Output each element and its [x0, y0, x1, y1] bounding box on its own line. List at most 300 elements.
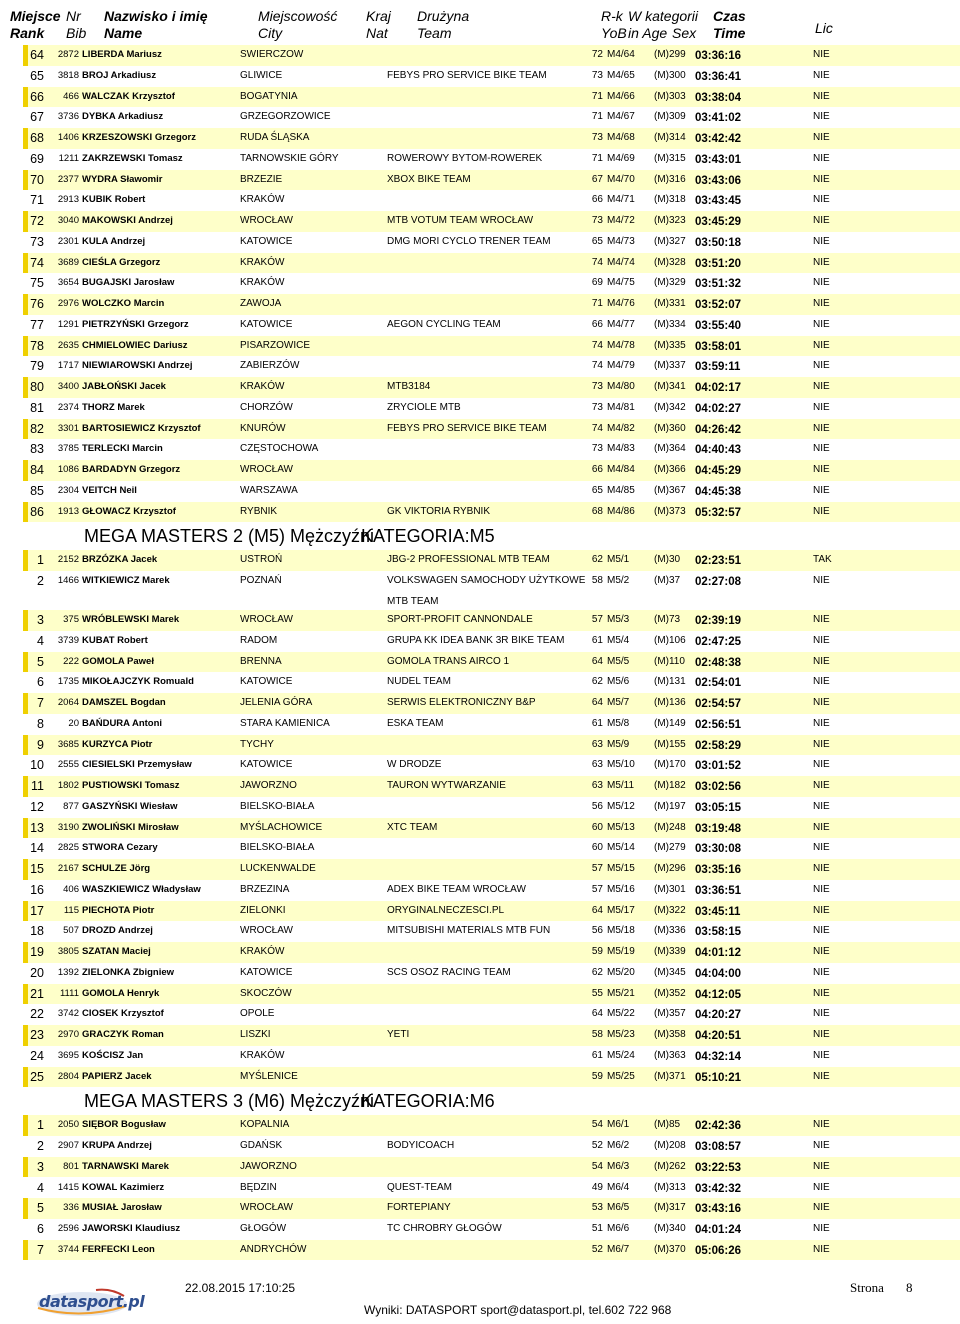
bib-cell: 3301: [57, 422, 79, 434]
rank-cell: 2: [37, 574, 44, 588]
category-cell: M6/2: [607, 1140, 630, 1151]
category-cell: M5/3: [607, 614, 630, 625]
section-title-text: MEGA MASTERS 3 (M6) Mężczyźni: [84, 1091, 375, 1112]
time-cell: 02:47:25: [695, 635, 742, 648]
rank-cell: 3: [37, 613, 44, 627]
age-rank-cell: (M)136: [654, 697, 686, 708]
time-cell: 04:45:38: [695, 485, 742, 498]
name-cell: PAPIERZ Jacek: [82, 1070, 152, 1082]
name-cell: GOMOLA Paweł: [82, 655, 154, 667]
header-team-en: Team: [417, 25, 452, 41]
bib-cell: 3785: [57, 443, 79, 455]
rank-cell: 75: [30, 276, 44, 291]
team-cell: ADEX BIKE TEAM WROCŁAW: [387, 883, 526, 895]
license-cell: NIE: [813, 194, 830, 206]
city-cell: KRAKÓW: [240, 256, 285, 268]
time-cell: 03:41:02: [695, 112, 742, 125]
yob-cell: 65: [591, 484, 603, 496]
time-cell: 05:10:21: [695, 1071, 742, 1084]
license-cell: NIE: [813, 904, 830, 916]
license-cell: NIE: [813, 90, 830, 102]
yob-cell: 66: [591, 464, 603, 475]
time-cell: 03:35:16: [695, 864, 742, 876]
team-cell: AEGON CYCLING TEAM: [387, 318, 501, 330]
time-cell: 03:36:16: [695, 50, 742, 62]
category-cell: M5/14: [607, 842, 635, 854]
rank-cell: 19: [30, 945, 44, 959]
bib-cell: 3736: [57, 111, 79, 123]
name-cell: KULA Andrzej: [82, 235, 146, 247]
name-cell: GRACZYK Roman: [82, 1029, 164, 1040]
table-row: [23, 921, 960, 942]
yob-cell: 73: [591, 381, 603, 392]
bib-cell: 406: [63, 883, 79, 895]
name-cell: WASZKIEWICZ Władysław: [82, 883, 201, 895]
license-cell: NIE: [813, 1160, 830, 1172]
datasport-logo: [36, 1286, 145, 1318]
rank-cell: 23: [30, 1028, 44, 1042]
header-time-pl: Czas: [713, 8, 746, 24]
rank-cell: 17: [30, 903, 44, 918]
city-cell: WROCŁAW: [240, 925, 293, 937]
time-cell: 03:05:15: [695, 801, 742, 814]
age-rank-cell: (M)315: [654, 152, 686, 164]
time-cell: 03:51:20: [695, 257, 742, 270]
category-cell: M4/80: [607, 381, 635, 392]
bib-cell: 2976: [57, 298, 79, 309]
license-cell: NIE: [813, 614, 830, 625]
table-row: [23, 818, 960, 839]
yob-cell: 61: [591, 717, 603, 729]
time-cell: 03:43:16: [695, 1203, 742, 1216]
rank-cell: 71: [30, 193, 44, 208]
rank-cell: 16: [30, 882, 44, 897]
yob-cell: 63: [591, 780, 603, 791]
table-row: [23, 963, 960, 984]
yob-cell: 56: [591, 800, 603, 812]
license-cell: NIE: [813, 925, 830, 937]
name-cell: DYBKA Arkadiusz: [82, 111, 164, 123]
name-cell: MAKOWSKI Andrzej: [82, 215, 173, 226]
name-cell: DAMSZEL Bogdan: [82, 697, 166, 708]
bib-cell: 2804: [57, 1070, 79, 1082]
bib-cell: 3739: [57, 634, 79, 646]
table-row: [23, 1115, 960, 1136]
rank-cell: 86: [30, 504, 44, 519]
license-cell: NIE: [813, 111, 830, 123]
city-cell: TARNOWSKIE GÓRY: [240, 152, 339, 164]
category-cell: M5/11: [607, 780, 635, 791]
name-cell: GASZYŃSKI Wiesław: [82, 800, 178, 812]
category-cell: M4/74: [607, 256, 635, 268]
bib-cell: 2635: [57, 339, 79, 351]
license-cell: NIE: [813, 676, 830, 688]
rank-cell: 24: [30, 1048, 44, 1063]
age-rank-cell: (M)85: [654, 1119, 681, 1131]
yob-cell: 58: [591, 1029, 603, 1040]
team-cell: ORYGINALNECZESCI.PL: [387, 904, 505, 916]
time-cell: 02:48:38: [695, 656, 742, 669]
name-cell: LIBERDA Mariusz: [82, 49, 162, 60]
category-cell: M4/86: [607, 505, 635, 517]
table-row: [23, 45, 960, 66]
category-cell: M4/84: [607, 464, 635, 475]
city-cell: PISARZOWICE: [240, 339, 311, 351]
rank-cell: 76: [30, 297, 44, 311]
yob-cell: 69: [591, 277, 603, 289]
yob-cell: 54: [591, 1160, 603, 1172]
name-cell: WOLCZKO Marcin: [82, 298, 165, 309]
license-cell: NIE: [813, 697, 830, 708]
license-cell: NIE: [813, 966, 830, 978]
age-rank-cell: (M)73: [654, 614, 681, 625]
bib-cell: 1392: [57, 966, 79, 978]
license-cell: NIE: [813, 277, 830, 289]
yob-cell: 61: [591, 1049, 603, 1061]
name-cell: ZWOLIŃSKI Mirosław: [82, 821, 179, 833]
age-rank-cell: (M)262: [654, 1160, 686, 1172]
section-title: [84, 526, 495, 547]
rank-cell: 1: [37, 553, 44, 568]
name-cell: KRZESZOWSKI Grzegorz: [82, 132, 197, 143]
age-rank-cell: (M)300: [654, 69, 686, 81]
license-cell: NIE: [813, 69, 830, 81]
header-rank-en: Rank: [10, 25, 45, 41]
name-cell: KUBAT Robert: [82, 634, 148, 646]
team-cell: JBG-2 PROFESSIONAL MTB TEAM: [387, 554, 550, 566]
time-cell: 04:20:51: [695, 1030, 742, 1042]
table-row: [23, 190, 960, 211]
category-cell: M5/10: [607, 759, 635, 771]
license-cell: NIE: [813, 759, 830, 771]
age-rank-cell: (M)360: [654, 422, 686, 434]
age-rank-cell: (M)334: [654, 318, 686, 330]
city-cell: WARSZAWA: [240, 484, 298, 496]
yob-cell: 67: [591, 173, 603, 185]
section-category: KATEGORIA:M5: [361, 526, 495, 547]
yob-cell: 65: [591, 235, 603, 247]
bib-cell: 2304: [57, 484, 79, 496]
city-cell: POZNAŃ: [240, 575, 282, 586]
time-cell: 04:12:05: [695, 988, 742, 1001]
city-cell: GLIWICE: [240, 69, 283, 81]
bib-cell: 3685: [57, 738, 79, 750]
category-cell: M6/4: [607, 1181, 630, 1193]
license-cell: NIE: [813, 842, 830, 854]
time-cell: 05:32:57: [695, 506, 742, 519]
time-cell: 02:56:51: [695, 718, 742, 731]
time-cell: 03:02:56: [695, 781, 742, 793]
table-row: [23, 652, 960, 673]
license-cell: NIE: [813, 821, 830, 833]
age-rank-cell: (M)279: [654, 842, 686, 854]
yob-cell: 57: [591, 614, 603, 625]
name-cell: TERLECKI Marcin: [82, 443, 163, 455]
bib-cell: 2970: [57, 1029, 79, 1040]
age-rank-cell: (M)357: [654, 1008, 686, 1020]
city-cell: JAWORZNO: [240, 1160, 297, 1172]
rank-cell: 2: [37, 1139, 44, 1153]
license-cell: NIE: [813, 422, 830, 434]
license-cell: NIE: [813, 738, 830, 750]
age-rank-cell: (M)364: [654, 443, 686, 455]
table-row: [23, 128, 960, 149]
name-cell: WALCZAK Krzysztof: [82, 90, 175, 102]
license-cell: NIE: [813, 1008, 830, 1020]
team-cell: TAURON WYTWARZANIE: [387, 780, 506, 791]
license-cell: NIE: [813, 987, 830, 999]
time-cell: 03:58:15: [695, 926, 742, 939]
category-cell: M4/65: [607, 69, 635, 81]
category-cell: M5/17: [607, 904, 635, 916]
rank-cell: 12: [30, 799, 44, 814]
city-cell: BIELSKO-BIAŁA: [240, 842, 315, 854]
rank-cell: 78: [30, 338, 44, 353]
yob-cell: 74: [591, 360, 603, 372]
city-cell: KRAKÓW: [240, 194, 285, 206]
category-cell: M5/9: [607, 738, 630, 750]
team-cell: SERWIS ELEKTRONICZNY B&P: [387, 697, 536, 708]
yob-cell: 60: [591, 821, 603, 833]
category-cell: M4/75: [607, 277, 635, 289]
name-cell: CHMIELOWIEC Dariusz: [82, 339, 188, 351]
category-cell: M4/79: [607, 360, 635, 372]
age-rank-cell: (M)30: [654, 554, 681, 566]
name-cell: BUGAJSKI Jarosław: [82, 277, 175, 289]
category-cell: M4/70: [607, 173, 635, 185]
city-cell: ZIELONKI: [240, 904, 286, 916]
license-cell: NIE: [813, 1119, 830, 1131]
category-cell: M5/21: [607, 987, 635, 999]
header-sex-en: Sex: [672, 25, 697, 41]
category-cell: M4/69: [607, 152, 635, 164]
name-cell: SZATAN Maciej: [82, 946, 151, 957]
table-row: [23, 859, 960, 880]
team-cell: XTC TEAM: [387, 821, 438, 833]
table-row: [23, 755, 960, 776]
header-nat-en: Nat: [366, 25, 388, 41]
city-cell: KRAKÓW: [240, 381, 285, 392]
bib-cell: 466: [63, 90, 79, 102]
time-cell: 04:45:29: [695, 465, 742, 477]
yob-cell: 58: [591, 575, 603, 586]
yob-cell: 68: [591, 505, 603, 517]
yob-cell: 64: [591, 904, 603, 916]
name-cell: WITKIEWICZ Marek: [82, 575, 170, 586]
logo-text: datasport.pl: [39, 1292, 145, 1311]
yob-cell: 59: [591, 1070, 603, 1082]
city-cell: SKOCZÓW: [240, 987, 292, 999]
category-cell: M4/67: [607, 111, 635, 123]
time-cell: 03:30:08: [695, 843, 742, 856]
rank-cell: 81: [30, 400, 44, 415]
city-cell: ZABIERZÓW: [240, 360, 300, 372]
category-cell: M5/15: [607, 863, 635, 874]
bib-cell: 2064: [57, 697, 79, 708]
bib-cell: 2596: [57, 1223, 79, 1234]
bib-cell: 877: [63, 800, 79, 812]
age-rank-cell: (M)37: [654, 575, 681, 586]
bib-cell: 1211: [58, 152, 79, 164]
license-cell: NIE: [813, 132, 830, 143]
license-cell: NIE: [813, 235, 830, 247]
time-cell: 04:32:14: [695, 1050, 742, 1063]
table-row: [23, 672, 960, 693]
age-rank-cell: (M)106: [654, 634, 686, 646]
bib-cell: 1291: [57, 318, 79, 330]
age-rank-cell: (M)335: [654, 339, 686, 351]
rank-cell: 66: [30, 89, 44, 104]
table-row: [23, 901, 960, 922]
name-cell: BARTOSIEWICZ Krzysztof: [82, 422, 201, 434]
table-row: [23, 439, 960, 460]
yob-cell: 73: [591, 443, 603, 455]
header-name-pl: Nazwisko i imię: [104, 8, 208, 24]
city-cell: CZĘSTOCHOWA: [240, 443, 319, 455]
city-cell: BRZEZIE: [240, 173, 283, 185]
header-nat-pl: Kraj: [366, 8, 391, 24]
name-cell: FERFECKI Leon: [82, 1243, 155, 1255]
city-cell: KATOWICE: [240, 318, 293, 330]
name-cell: ZAKRZEWSKI Tomasz: [82, 152, 183, 164]
name-cell: WRÓBLEWSKI Marek: [82, 614, 180, 625]
bib-cell: 2907: [57, 1140, 79, 1151]
team-cell: XBOX BIKE TEAM: [387, 173, 471, 185]
category-cell: M4/64: [607, 49, 635, 60]
header-lic-en: Lic: [815, 20, 833, 36]
team-cell: YETI: [387, 1029, 410, 1040]
city-cell: WROCŁAW: [240, 464, 293, 475]
time-cell: 03:43:06: [695, 174, 742, 187]
bib-cell: 1086: [57, 464, 79, 475]
team-cell: GRUPA KK IDEA BANK 3R BIKE TEAM: [387, 634, 565, 646]
rank-cell: 85: [30, 483, 44, 498]
yob-cell: 73: [591, 132, 603, 143]
time-cell: 02:54:57: [695, 698, 742, 710]
bib-cell: 336: [63, 1202, 79, 1214]
table-row: [23, 1025, 960, 1046]
rank-cell: 9: [37, 737, 44, 752]
license-cell: NIE: [813, 298, 830, 309]
yob-cell: 62: [591, 966, 603, 978]
bib-cell: 1466: [57, 575, 79, 586]
time-cell: 03:59:11: [695, 361, 741, 374]
team-cell: TC CHROBRY GŁOGÓW: [387, 1223, 502, 1234]
time-cell: 04:04:00: [695, 967, 742, 980]
name-cell: JABŁOŃSKI Jacek: [82, 381, 166, 392]
time-cell: 03:45:11: [695, 905, 741, 918]
bib-cell: 1415: [57, 1181, 79, 1193]
table-row: [23, 797, 960, 818]
category-cell: M4/76: [607, 298, 635, 309]
age-rank-cell: (M)341: [654, 381, 686, 392]
bib-cell: 1802: [57, 780, 79, 791]
name-cell: ZIELONKA Zbigniew: [82, 966, 175, 978]
age-rank-cell: (M)339: [654, 946, 686, 957]
table-row: [23, 502, 960, 523]
bib-cell: 507: [63, 925, 79, 937]
yob-cell: 71: [591, 90, 603, 102]
rank-cell: 5: [37, 654, 44, 669]
header-city-en: City: [258, 25, 283, 41]
category-cell: M4/81: [607, 401, 635, 413]
city-cell: KATOWICE: [240, 759, 293, 771]
license-cell: NIE: [813, 464, 830, 475]
city-cell: KRAKÓW: [240, 946, 285, 957]
age-rank-cell: (M)296: [654, 863, 686, 874]
bib-cell: 2167: [57, 863, 79, 874]
category-cell: M4/71: [607, 194, 635, 206]
bib-cell: 2374: [57, 401, 79, 413]
header-bib-en: Bib: [66, 25, 87, 41]
bib-cell: 1735: [57, 676, 79, 688]
city-cell: BOGATYNIA: [240, 90, 298, 102]
city-cell: BĘDZIN: [240, 1181, 277, 1193]
header-cat-pl: W kategorii: [628, 8, 699, 24]
bib-cell: 3400: [57, 381, 79, 392]
license-cell: NIE: [813, 1202, 830, 1214]
city-cell: KRAKÓW: [240, 1049, 285, 1061]
category-cell: M5/23: [607, 1029, 635, 1040]
time-cell: 02:23:51: [695, 555, 742, 568]
yob-cell: 63: [591, 759, 603, 771]
age-rank-cell: (M)358: [654, 1029, 686, 1040]
category-cell: M5/1: [607, 554, 630, 566]
rank-cell: 72: [30, 214, 44, 228]
category-cell: M5/5: [607, 655, 630, 667]
age-rank-cell: (M)208: [654, 1140, 686, 1151]
name-cell: BRZÓZKA Jacek: [82, 554, 158, 566]
yob-cell: 71: [591, 152, 603, 164]
age-rank-cell: (M)182: [654, 780, 686, 791]
table-row: [23, 693, 960, 714]
city-cell: ANDRYCHÓW: [240, 1243, 307, 1255]
print-date: 22.08.2015 17:10:25: [185, 1281, 296, 1295]
table-row: [23, 149, 960, 170]
team-cell: DMG MORI CYCLO TRENER TEAM: [387, 235, 551, 247]
yob-cell: 71: [591, 111, 603, 123]
name-cell: SCHULZE Jörg: [82, 863, 151, 874]
yob-cell: 74: [591, 422, 603, 434]
age-rank-cell: (M)248: [654, 821, 686, 833]
name-cell: CIEŚLA Grzegorz: [82, 256, 161, 268]
time-cell: 04:02:27: [695, 402, 742, 415]
table-row: [23, 315, 960, 336]
category-cell: M5/22: [607, 1008, 635, 1020]
age-rank-cell: (M)363: [654, 1049, 686, 1061]
team-cell: ESKA TEAM: [387, 717, 444, 729]
table-row: [23, 232, 960, 253]
city-cell: USTROŃ: [240, 554, 283, 566]
category-cell: M5/2: [607, 575, 630, 586]
category-cell: M4/83: [607, 443, 635, 455]
age-rank-cell: (M)314: [654, 132, 686, 143]
license-cell: NIE: [813, 575, 830, 586]
age-rank-cell: (M)336: [654, 925, 686, 937]
bib-cell: 375: [63, 614, 79, 625]
team-cell: FEBYS PRO SERVICE BIKE TEAM: [387, 69, 547, 81]
age-rank-cell: (M)322: [654, 904, 686, 916]
table-row: [23, 253, 960, 274]
rank-cell: 64: [30, 48, 44, 62]
bib-cell: 1913: [57, 505, 79, 517]
age-rank-cell: (M)370: [654, 1243, 686, 1255]
license-cell: NIE: [813, 863, 830, 874]
city-cell: BRENNA: [240, 655, 282, 667]
time-cell: 02:54:01: [695, 677, 742, 690]
city-cell: ZAWOJA: [240, 298, 282, 309]
header-cat-en: in Age: [628, 25, 668, 41]
